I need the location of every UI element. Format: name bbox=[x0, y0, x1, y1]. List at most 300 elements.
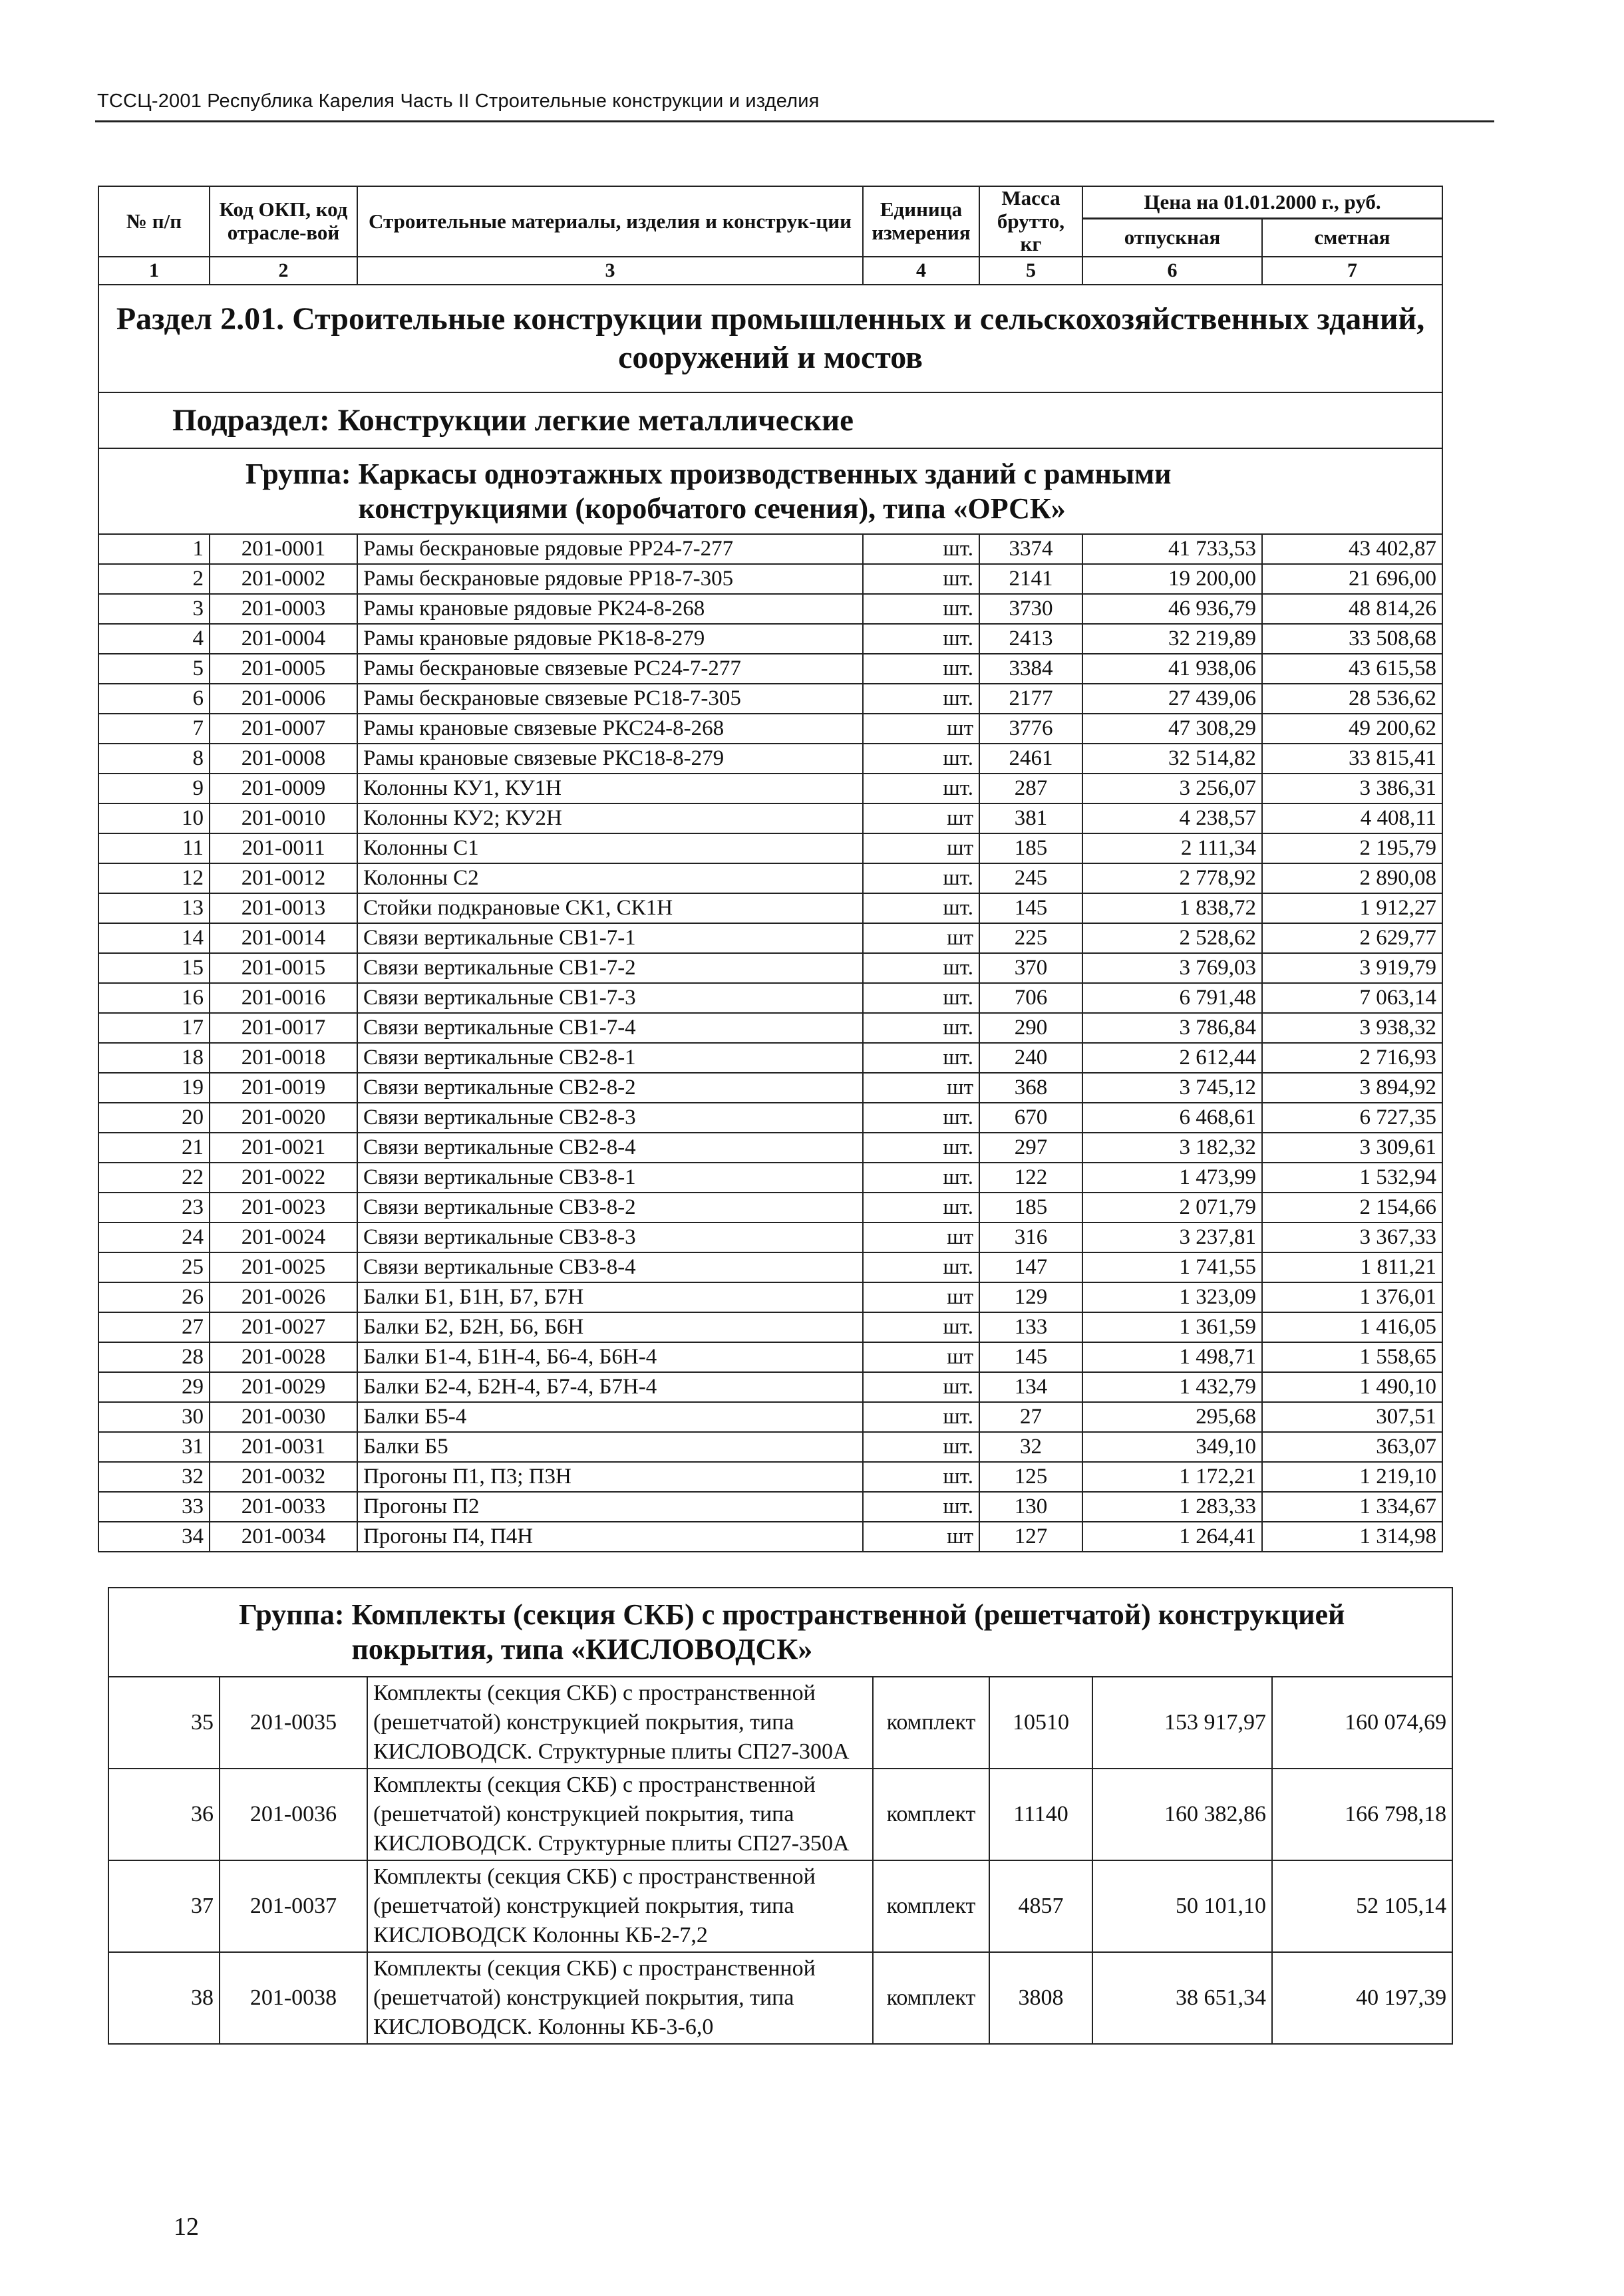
item-name: Балки Б5 bbox=[357, 1432, 863, 1462]
price-estimate: 1 314,98 bbox=[1262, 1522, 1442, 1552]
item-mass: 2461 bbox=[979, 744, 1082, 774]
row-number: 14 bbox=[98, 923, 210, 953]
column-number: 5 bbox=[979, 257, 1082, 285]
item-mass: 2177 bbox=[979, 684, 1082, 714]
price-estimate: 3 919,79 bbox=[1262, 953, 1442, 983]
price-table-group2 bbox=[108, 1587, 1453, 2045]
item-name: Связи вертикальные СВ3-8-1 bbox=[357, 1163, 863, 1193]
item-code: 201-0028 bbox=[210, 1342, 357, 1372]
item-unit: шт bbox=[863, 1342, 979, 1372]
item-mass: 125 bbox=[979, 1462, 1082, 1492]
item-name: Связи вертикальные СВ3-8-3 bbox=[357, 1222, 863, 1252]
item-code: 201-0037 bbox=[220, 1860, 367, 1952]
row-number: 8 bbox=[98, 744, 210, 774]
item-code: 201-0024 bbox=[210, 1222, 357, 1252]
item-mass: 10510 bbox=[989, 1677, 1092, 1769]
item-code: 201-0009 bbox=[210, 774, 357, 803]
item-mass: 32 bbox=[979, 1432, 1082, 1462]
table-row bbox=[98, 1372, 1442, 1402]
item-name: Рамы бескрановые рядовые РР24-7-277 bbox=[357, 534, 863, 564]
item-mass: 185 bbox=[979, 833, 1082, 863]
item-name: Рамы бескрановые рядовые РР18-7-305 bbox=[357, 564, 863, 594]
price-estimate: 48 814,26 bbox=[1262, 594, 1442, 624]
price-estimate: 2 629,77 bbox=[1262, 923, 1442, 953]
row-number: 12 bbox=[98, 863, 210, 893]
item-name: Рамы бескрановые связевые РС18-7-305 bbox=[357, 684, 863, 714]
price-release: 2 111,34 bbox=[1082, 833, 1262, 863]
price-estimate: 28 536,62 bbox=[1262, 684, 1442, 714]
table-row bbox=[98, 1252, 1442, 1282]
item-unit: шт bbox=[863, 1522, 979, 1552]
item-unit: шт. bbox=[863, 744, 979, 774]
item-name: Колонны С2 bbox=[357, 863, 863, 893]
item-mass: 370 bbox=[979, 953, 1082, 983]
price-release: 3 256,07 bbox=[1082, 774, 1262, 803]
item-name: Связи вертикальные СВ2-8-2 bbox=[357, 1073, 863, 1103]
item-mass: 670 bbox=[979, 1103, 1082, 1133]
price-release: 1 323,09 bbox=[1082, 1282, 1262, 1312]
item-unit: шт. bbox=[863, 1372, 979, 1402]
price-estimate: 1 912,27 bbox=[1262, 893, 1442, 923]
item-mass: 3384 bbox=[979, 654, 1082, 684]
table-row bbox=[98, 1103, 1442, 1133]
item-code: 201-0005 bbox=[210, 654, 357, 684]
item-code: 201-0029 bbox=[210, 1372, 357, 1402]
price-estimate: 49 200,62 bbox=[1262, 714, 1442, 744]
table-row bbox=[98, 1312, 1442, 1342]
item-name: Балки Б2-4, Б2Н-4, Б7-4, Б7Н-4 bbox=[357, 1372, 863, 1402]
table-row bbox=[108, 1677, 1452, 1769]
item-mass: 368 bbox=[979, 1073, 1082, 1103]
table-row bbox=[98, 1013, 1442, 1043]
item-name: Связи вертикальные СВ2-8-4 bbox=[357, 1133, 863, 1163]
column-number-row bbox=[98, 257, 1442, 285]
table-row bbox=[98, 1462, 1442, 1492]
header-rule bbox=[95, 120, 1494, 122]
item-unit: шт. bbox=[863, 863, 979, 893]
table-row bbox=[98, 1492, 1442, 1522]
item-code: 201-0031 bbox=[210, 1432, 357, 1462]
section-title: Раздел 2.01. Строительные конструкции промышленных и сельскохозяйственных зданий, сооружений и мостов bbox=[98, 285, 1442, 392]
price-estimate: 2 154,66 bbox=[1262, 1193, 1442, 1222]
item-name: Рамы крановые рядовые РК24-8-268 bbox=[357, 594, 863, 624]
row-number: 29 bbox=[98, 1372, 210, 1402]
price-estimate: 33 508,68 bbox=[1262, 624, 1442, 654]
table-row bbox=[98, 534, 1442, 564]
item-unit: шт. bbox=[863, 654, 979, 684]
price-release: 1 473,99 bbox=[1082, 1163, 1262, 1193]
item-code: 201-0026 bbox=[210, 1282, 357, 1312]
column-number: 2 bbox=[210, 257, 357, 285]
item-unit: шт bbox=[863, 833, 979, 863]
group-name: Каркасы одноэтажных производственных зданий с рамными конструкциями (коробчатого сечения), типа «ОРСК» bbox=[358, 457, 1172, 525]
table-row bbox=[98, 803, 1442, 833]
item-name: Рамы крановые связевые РКС24-8-268 bbox=[357, 714, 863, 744]
table-row bbox=[98, 953, 1442, 983]
header-price-release: отпускная bbox=[1082, 219, 1262, 257]
row-number: 15 bbox=[98, 953, 210, 983]
price-release: 1 361,59 bbox=[1082, 1312, 1262, 1342]
row-number: 27 bbox=[98, 1312, 210, 1342]
item-unit: шт. bbox=[863, 1462, 979, 1492]
price-release: 2 528,62 bbox=[1082, 923, 1262, 953]
price-release: 349,10 bbox=[1082, 1432, 1262, 1462]
price-release: 153 917,97 bbox=[1092, 1677, 1272, 1769]
item-name: Балки Б1-4, Б1Н-4, Б6-4, Б6Н-4 bbox=[357, 1342, 863, 1372]
item-code: 201-0007 bbox=[210, 714, 357, 744]
item-mass: 122 bbox=[979, 1163, 1082, 1193]
item-mass: 2413 bbox=[979, 624, 1082, 654]
item-code: 201-0025 bbox=[210, 1252, 357, 1282]
row-number: 11 bbox=[98, 833, 210, 863]
table-row bbox=[98, 923, 1442, 953]
column-number: 3 bbox=[357, 257, 863, 285]
price-estimate: 1 811,21 bbox=[1262, 1252, 1442, 1282]
price-estimate: 43 402,87 bbox=[1262, 534, 1442, 564]
price-release: 2 071,79 bbox=[1082, 1193, 1262, 1222]
price-estimate: 1 490,10 bbox=[1262, 1372, 1442, 1402]
item-unit: шт bbox=[863, 714, 979, 744]
item-mass: 130 bbox=[979, 1492, 1082, 1522]
price-release: 1 838,72 bbox=[1082, 893, 1262, 923]
item-mass: 127 bbox=[979, 1522, 1082, 1552]
row-number: 36 bbox=[108, 1769, 220, 1860]
header-name: Строительные материалы, изделия и конструк-ции bbox=[357, 186, 863, 257]
item-code: 201-0013 bbox=[210, 893, 357, 923]
item-unit: шт bbox=[863, 1222, 979, 1252]
row-number: 24 bbox=[98, 1222, 210, 1252]
row-number: 33 bbox=[98, 1492, 210, 1522]
price-release: 4 238,57 bbox=[1082, 803, 1262, 833]
item-mass: 706 bbox=[979, 983, 1082, 1013]
price-release: 3 237,81 bbox=[1082, 1222, 1262, 1252]
table-row bbox=[98, 1432, 1442, 1462]
header-price-estimate: сметная bbox=[1262, 219, 1442, 257]
item-code: 201-0023 bbox=[210, 1193, 357, 1222]
item-code: 201-0014 bbox=[210, 923, 357, 953]
row-number: 18 bbox=[98, 1043, 210, 1073]
price-estimate: 1 334,67 bbox=[1262, 1492, 1442, 1522]
table-row bbox=[98, 714, 1442, 744]
price-release: 160 382,86 bbox=[1092, 1769, 1272, 1860]
item-unit: шт. bbox=[863, 983, 979, 1013]
page-number: 12 bbox=[174, 2213, 199, 2241]
item-code: 201-0020 bbox=[210, 1103, 357, 1133]
item-unit: шт bbox=[863, 923, 979, 953]
item-code: 201-0015 bbox=[210, 953, 357, 983]
item-unit: шт bbox=[863, 803, 979, 833]
row-number: 10 bbox=[98, 803, 210, 833]
price-estimate: 3 386,31 bbox=[1262, 774, 1442, 803]
item-mass: 4857 bbox=[989, 1860, 1092, 1952]
table-row bbox=[98, 983, 1442, 1013]
item-mass: 3730 bbox=[979, 594, 1082, 624]
item-mass: 27 bbox=[979, 1402, 1082, 1432]
item-code: 201-0006 bbox=[210, 684, 357, 714]
price-estimate: 3 938,32 bbox=[1262, 1013, 1442, 1043]
price-estimate: 363,07 bbox=[1262, 1432, 1442, 1462]
row-number: 13 bbox=[98, 893, 210, 923]
item-name: Стойки подкрановые СК1, СК1Н bbox=[357, 893, 863, 923]
column-number: 1 bbox=[98, 257, 210, 285]
item-name: Связи вертикальные СВ1-7-1 bbox=[357, 923, 863, 953]
item-name: Прогоны П1, П3; П3Н bbox=[357, 1462, 863, 1492]
price-release: 3 182,32 bbox=[1082, 1133, 1262, 1163]
item-name: Связи вертикальные СВ1-7-3 bbox=[357, 983, 863, 1013]
item-mass: 145 bbox=[979, 1342, 1082, 1372]
price-release: 1 172,21 bbox=[1082, 1462, 1262, 1492]
price-release: 2 612,44 bbox=[1082, 1043, 1262, 1073]
item-name: Колонны КУ2; КУ2Н bbox=[357, 803, 863, 833]
item-name: Связи вертикальные СВ1-7-4 bbox=[357, 1013, 863, 1043]
price-estimate: 166 798,18 bbox=[1272, 1769, 1452, 1860]
item-unit: шт. bbox=[863, 893, 979, 923]
item-name: Связи вертикальные СВ2-8-3 bbox=[357, 1103, 863, 1133]
item-name: Балки Б1, Б1Н, Б7, Б7Н bbox=[357, 1282, 863, 1312]
section-row bbox=[98, 285, 1442, 392]
price-release: 47 308,29 bbox=[1082, 714, 1262, 744]
price-estimate: 1 558,65 bbox=[1262, 1342, 1442, 1372]
row-number: 16 bbox=[98, 983, 210, 1013]
item-unit: шт. bbox=[863, 1492, 979, 1522]
row-number: 17 bbox=[98, 1013, 210, 1043]
item-code: 201-0012 bbox=[210, 863, 357, 893]
item-unit: шт. bbox=[863, 1133, 979, 1163]
price-estimate: 307,51 bbox=[1262, 1402, 1442, 1432]
item-code: 201-0002 bbox=[210, 564, 357, 594]
row-number: 3 bbox=[98, 594, 210, 624]
row-number: 26 bbox=[98, 1282, 210, 1312]
table-row bbox=[98, 893, 1442, 923]
item-mass: 287 bbox=[979, 774, 1082, 803]
price-estimate: 1 219,10 bbox=[1262, 1462, 1442, 1492]
price-release: 3 786,84 bbox=[1082, 1013, 1262, 1043]
item-name: Рамы бескрановые связевые РС24-7-277 bbox=[357, 654, 863, 684]
price-release: 1 498,71 bbox=[1082, 1342, 1262, 1372]
row-number: 30 bbox=[98, 1402, 210, 1432]
item-code: 201-0001 bbox=[210, 534, 357, 564]
group-label: Группа: bbox=[245, 457, 351, 490]
item-unit: шт. bbox=[863, 624, 979, 654]
item-mass: 316 bbox=[979, 1222, 1082, 1252]
table-row bbox=[98, 744, 1442, 774]
price-release: 32 219,89 bbox=[1082, 624, 1262, 654]
price-release: 41 938,06 bbox=[1082, 654, 1262, 684]
item-name: Комплекты (секция СКБ) с пространственной (решетчатой) конструкцией покрытия, типа КИСЛОВОДСК. Структурные плиты СП27-300А bbox=[367, 1677, 873, 1769]
item-name: Колонны С1 bbox=[357, 833, 863, 863]
subsection-row bbox=[98, 392, 1442, 448]
item-code: 201-0016 bbox=[210, 983, 357, 1013]
item-name: Связи вертикальные СВ3-8-2 bbox=[357, 1193, 863, 1222]
item-unit: комплект bbox=[873, 1677, 989, 1769]
price-release: 1 264,41 bbox=[1082, 1522, 1262, 1552]
price-estimate: 2 890,08 bbox=[1262, 863, 1442, 893]
price-estimate: 3 367,33 bbox=[1262, 1222, 1442, 1252]
row-number: 19 bbox=[98, 1073, 210, 1103]
price-estimate: 1 376,01 bbox=[1262, 1282, 1442, 1312]
table-row bbox=[98, 624, 1442, 654]
price-release: 1 741,55 bbox=[1082, 1252, 1262, 1282]
price-release: 3 745,12 bbox=[1082, 1073, 1262, 1103]
item-unit: шт. bbox=[863, 774, 979, 803]
price-estimate: 1 416,05 bbox=[1262, 1312, 1442, 1342]
item-code: 201-0022 bbox=[210, 1163, 357, 1193]
item-mass: 381 bbox=[979, 803, 1082, 833]
item-mass: 290 bbox=[979, 1013, 1082, 1043]
price-estimate: 6 727,35 bbox=[1262, 1103, 1442, 1133]
item-unit: шт. bbox=[863, 1163, 979, 1193]
table-row bbox=[108, 1860, 1452, 1952]
header-price-group: Цена на 01.01.2000 г., руб. bbox=[1082, 186, 1442, 219]
group-label: Группа: bbox=[239, 1598, 345, 1631]
table-row bbox=[98, 654, 1442, 684]
row-number: 28 bbox=[98, 1342, 210, 1372]
item-mass: 147 bbox=[979, 1252, 1082, 1282]
price-estimate: 160 074,69 bbox=[1272, 1677, 1452, 1769]
price-release: 27 439,06 bbox=[1082, 684, 1262, 714]
item-unit: шт. bbox=[863, 1312, 979, 1342]
row-number: 22 bbox=[98, 1163, 210, 1193]
row-number: 23 bbox=[98, 1193, 210, 1222]
item-mass: 297 bbox=[979, 1133, 1082, 1163]
table-row bbox=[98, 833, 1442, 863]
price-estimate: 52 105,14 bbox=[1272, 1860, 1452, 1952]
item-unit: шт. bbox=[863, 1013, 979, 1043]
item-name: Балки Б2, Б2Н, Б6, Б6Н bbox=[357, 1312, 863, 1342]
table-row bbox=[98, 1282, 1442, 1312]
item-mass: 133 bbox=[979, 1312, 1082, 1342]
item-name: Рамы крановые связевые РКС18-8-279 bbox=[357, 744, 863, 774]
group-row bbox=[108, 1588, 1452, 1677]
price-release: 2 778,92 bbox=[1082, 863, 1262, 893]
item-unit: шт. bbox=[863, 953, 979, 983]
item-code: 201-0027 bbox=[210, 1312, 357, 1342]
row-number: 1 bbox=[98, 534, 210, 564]
item-code: 201-0018 bbox=[210, 1043, 357, 1073]
item-name: Прогоны П2 bbox=[357, 1492, 863, 1522]
item-unit: шт. bbox=[863, 564, 979, 594]
item-mass: 134 bbox=[979, 1372, 1082, 1402]
item-unit: шт bbox=[863, 1282, 979, 1312]
price-release: 6 468,61 bbox=[1082, 1103, 1262, 1133]
item-mass: 129 bbox=[979, 1282, 1082, 1312]
table-row bbox=[98, 1402, 1442, 1432]
subsection-title: Подраздел: Конструкции легкие металлические bbox=[98, 392, 1442, 448]
item-name: Колонны КУ1, КУ1Н bbox=[357, 774, 863, 803]
item-code: 201-0017 bbox=[210, 1013, 357, 1043]
header-mass: Масса брутто, кг bbox=[979, 186, 1082, 257]
price-release: 1 283,33 bbox=[1082, 1492, 1262, 1522]
item-name: Балки Б5-4 bbox=[357, 1402, 863, 1432]
group-row bbox=[98, 448, 1442, 534]
row-number: 35 bbox=[108, 1677, 220, 1769]
item-code: 201-0038 bbox=[220, 1952, 367, 2044]
price-release: 3 769,03 bbox=[1082, 953, 1262, 983]
item-mass: 245 bbox=[979, 863, 1082, 893]
item-code: 201-0003 bbox=[210, 594, 357, 624]
table-header-row bbox=[98, 186, 1442, 219]
item-code: 201-0034 bbox=[210, 1522, 357, 1552]
row-number: 5 bbox=[98, 654, 210, 684]
item-code: 201-0036 bbox=[220, 1769, 367, 1860]
price-release: 46 936,79 bbox=[1082, 594, 1262, 624]
price-release: 19 200,00 bbox=[1082, 564, 1262, 594]
price-estimate: 21 696,00 bbox=[1262, 564, 1442, 594]
item-code: 201-0010 bbox=[210, 803, 357, 833]
item-name: Комплекты (секция СКБ) с пространственной (решетчатой) конструкцией покрытия, типа КИСЛОВОДСК. Колонны КБ-3-6,0 bbox=[367, 1952, 873, 2044]
table-row bbox=[98, 1342, 1442, 1372]
item-unit: комплект bbox=[873, 1952, 989, 2044]
item-code: 201-0008 bbox=[210, 744, 357, 774]
column-number: 6 bbox=[1082, 257, 1262, 285]
item-unit: шт. bbox=[863, 594, 979, 624]
item-name: Связи вертикальные СВ2-8-1 bbox=[357, 1043, 863, 1073]
table-row bbox=[98, 1073, 1442, 1103]
item-unit: шт. bbox=[863, 534, 979, 564]
group-title bbox=[108, 1588, 1452, 1677]
item-unit: комплект bbox=[873, 1860, 989, 1952]
price-estimate: 4 408,11 bbox=[1262, 803, 1442, 833]
price-release: 1 432,79 bbox=[1082, 1372, 1262, 1402]
price-estimate: 3 309,61 bbox=[1262, 1133, 1442, 1163]
table-row bbox=[98, 1043, 1442, 1073]
table-row bbox=[98, 774, 1442, 803]
group-name: Комплекты (секция СКБ) с пространственной (решетчатой) конструкцией покрытия, типа «КИСЛОВОДСК» bbox=[351, 1598, 1345, 1665]
table-row bbox=[98, 684, 1442, 714]
item-code: 201-0011 bbox=[210, 833, 357, 863]
item-code: 201-0030 bbox=[210, 1402, 357, 1432]
item-unit: шт. bbox=[863, 1432, 979, 1462]
price-release: 6 791,48 bbox=[1082, 983, 1262, 1013]
row-number: 20 bbox=[98, 1103, 210, 1133]
table-row bbox=[108, 1769, 1452, 1860]
row-number: 38 bbox=[108, 1952, 220, 2044]
item-mass: 3776 bbox=[979, 714, 1082, 744]
price-estimate: 33 815,41 bbox=[1262, 744, 1442, 774]
item-name: Рамы крановые рядовые РК18-8-279 bbox=[357, 624, 863, 654]
price-estimate: 7 063,14 bbox=[1262, 983, 1442, 1013]
price-release: 41 733,53 bbox=[1082, 534, 1262, 564]
row-number: 7 bbox=[98, 714, 210, 744]
price-estimate: 2 716,93 bbox=[1262, 1043, 1442, 1073]
column-number: 7 bbox=[1262, 257, 1442, 285]
price-estimate: 3 894,92 bbox=[1262, 1073, 1442, 1103]
price-estimate: 43 615,58 bbox=[1262, 654, 1442, 684]
item-name: Прогоны П4, П4Н bbox=[357, 1522, 863, 1552]
row-number: 31 bbox=[98, 1432, 210, 1462]
table-row bbox=[98, 564, 1442, 594]
table-row bbox=[98, 594, 1442, 624]
item-name: Комплекты (секция СКБ) с пространственной (решетчатой) конструкцией покрытия, типа КИСЛОВОДСК. Структурные плиты СП27-350А bbox=[367, 1769, 873, 1860]
row-number: 25 bbox=[98, 1252, 210, 1282]
price-table bbox=[98, 186, 1443, 1552]
row-number: 34 bbox=[98, 1522, 210, 1552]
column-number: 4 bbox=[863, 257, 979, 285]
item-unit: шт. bbox=[863, 1252, 979, 1282]
header-unit: Единица измерения bbox=[863, 186, 979, 257]
item-mass: 185 bbox=[979, 1193, 1082, 1222]
row-number: 32 bbox=[98, 1462, 210, 1492]
item-unit: комплект bbox=[873, 1769, 989, 1860]
item-name: Связи вертикальные СВ1-7-2 bbox=[357, 953, 863, 983]
item-code: 201-0032 bbox=[210, 1462, 357, 1492]
item-code: 201-0019 bbox=[210, 1073, 357, 1103]
price-release: 295,68 bbox=[1082, 1402, 1262, 1432]
header-num: № п/п bbox=[98, 186, 210, 257]
row-number: 37 bbox=[108, 1860, 220, 1952]
item-unit: шт. bbox=[863, 1043, 979, 1073]
item-unit: шт. bbox=[863, 684, 979, 714]
